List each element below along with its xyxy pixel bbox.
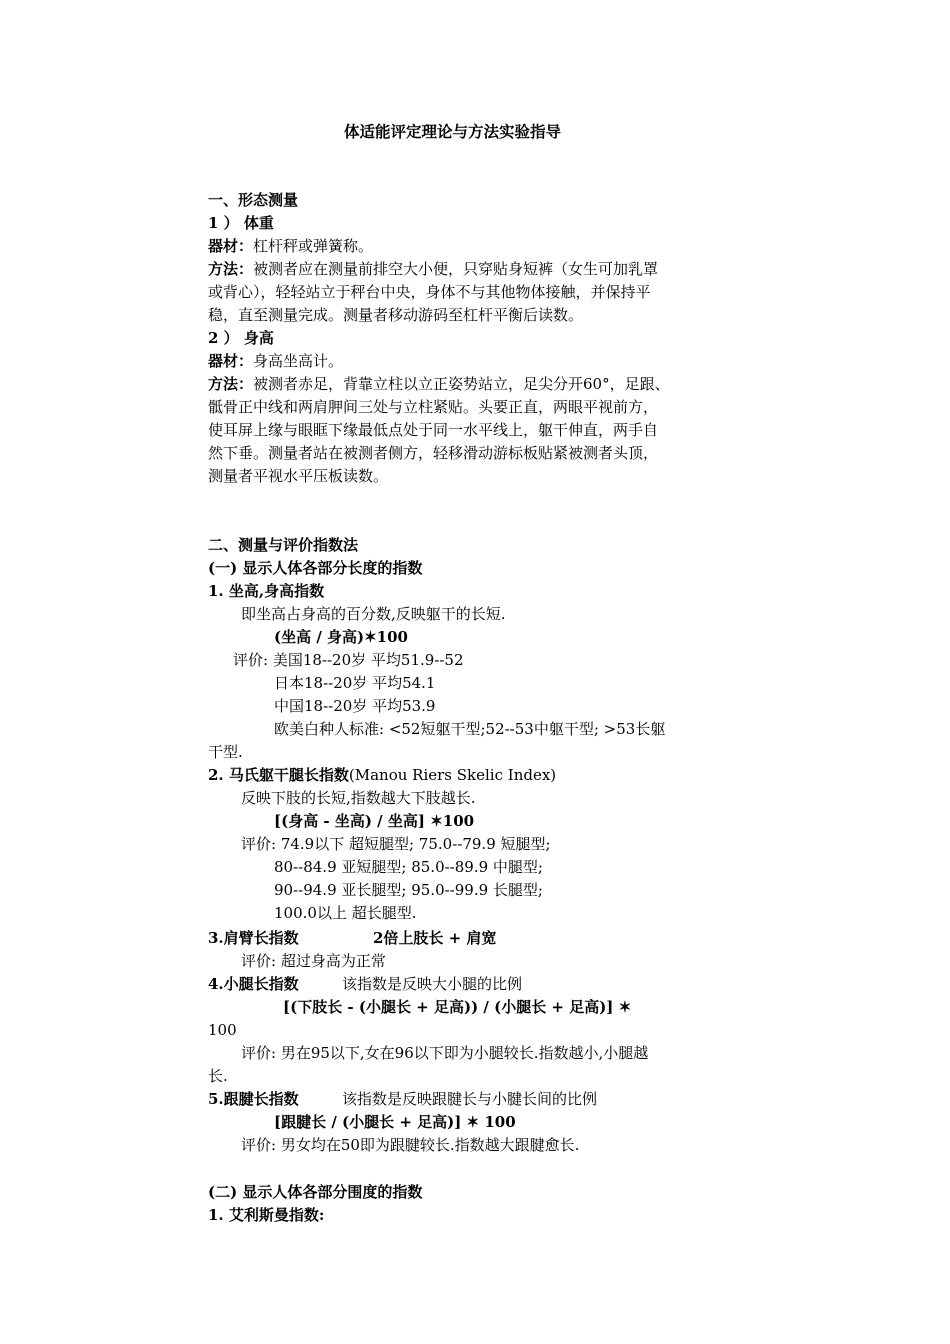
index-1-eval-usa: 评价: 美国18--20岁 平均51.9--52 <box>233 651 464 669</box>
index-1-eval-japan: 日本18--20岁 平均54.1 <box>274 674 436 692</box>
section-heading-morphology: 一、形态测量 <box>208 191 299 209</box>
equipment-label: 器材： <box>208 237 254 255</box>
weight-equipment <box>208 235 373 258</box>
height-method-line-2: 骶骨正中线和两肩胛间三处与立柱紧贴。头要正直，两眼平视前方， <box>208 398 659 416</box>
index-3-eval: 评价: 超过身高为正常 <box>241 952 386 970</box>
method-label: 方法： <box>208 260 254 278</box>
weight-method-line-1 <box>208 258 658 281</box>
equipment-text: 杠杆秤或弹簧称。 <box>253 237 374 255</box>
index-2-formula: [(身高 - 坐高) / 坐高] ✶100 <box>274 812 475 830</box>
subsection-length-indices: (一) 显示人体各部分长度的指数 <box>208 559 423 577</box>
height-equipment <box>208 350 343 373</box>
height-method-line-5: 测量者平视水平压板读数。 <box>208 467 389 485</box>
weight-method-line-2: 或背心），轻轻站立于秤台中央，身体不与其他物体接触，并保持平 <box>208 283 651 301</box>
document-title: 体适能评定理论与方法实验指导 <box>344 122 562 141</box>
index-2-title: 2. 马氏躯干腿长指数 <box>208 766 349 784</box>
index-4-title: 4.小腿长指数 <box>208 975 299 993</box>
weight-heading: 1 ） 体重 <box>208 214 274 232</box>
height-method-line-4: 然下垂。测量者站在被测者侧方，轻移滑动游标板贴紧被测者头顶， <box>208 444 659 462</box>
equipment-label: 器材： <box>208 352 254 370</box>
index-5-description: 该指数是反映跟腱长与小腱长间的比例 <box>342 1090 598 1108</box>
girth-index-1-title: 1. 艾利斯曼指数: <box>208 1206 325 1224</box>
index-2-title-line <box>208 764 556 787</box>
index-4-formula: [(下肢长 - (小腿长 + 足高)) / (小腿长 + 足高)] ✶ <box>283 998 632 1016</box>
section-heading-indices: 二、测量与评价指数法 <box>208 536 359 554</box>
height-heading: 2 ） 身高 <box>208 329 274 347</box>
method-label: 方法： <box>208 375 254 393</box>
height-method-line-1 <box>208 373 670 396</box>
index-1-eval-europe-cont: 干型. <box>208 743 243 761</box>
index-2-eval-1: 评价: 74.9以下 超短腿型; 75.0--79.9 短腿型; <box>241 835 551 853</box>
index-1-description: 即坐高占身高的百分数,反映躯干的长短. <box>241 605 506 623</box>
index-1-title: 1. 坐高,身高指数 <box>208 582 325 600</box>
equipment-text: 身高坐高计。 <box>253 352 344 370</box>
index-4-description: 该指数是反映大小腿的比例 <box>342 975 523 993</box>
subsection-girth-indices: (二) 显示人体各部分围度的指数 <box>208 1183 423 1201</box>
index-5-formula: [跟腱长 / (小腿长 + 足高)] ✶ 100 <box>274 1113 516 1131</box>
index-2-eval-4: 100.0以上 超长腿型. <box>274 904 417 922</box>
index-4-eval-1: 评价: 男在95以下,女在96以下即为小腿较长.指数越小,小腿越 <box>241 1044 649 1062</box>
method-text: 被测者应在测量前排空大小便，只穿贴身短裤（女生可加乳罩 <box>253 260 659 278</box>
method-text: 被测者赤足，背靠立柱以立正姿势站立，足尖分开60°，足跟、 <box>253 375 670 393</box>
index-1-eval-europe: 欧美白种人标准: <52短躯干型;52--53中躯干型; >53长躯 <box>274 720 666 738</box>
index-5-eval: 评价: 男女均在50即为跟腱较长.指数越大跟腱愈长. <box>241 1136 580 1154</box>
index-2-title-en: (Manou Riers Skelic Index) <box>348 766 557 784</box>
index-4-eval-2: 长. <box>208 1067 228 1085</box>
index-4-formula-cont: 100 <box>208 1021 237 1039</box>
index-3-title: 3.肩臂长指数 <box>208 929 299 947</box>
weight-method-line-3: 稳，直至测量完成。测量者移动游码至杠杆平衡后读数。 <box>208 306 584 324</box>
index-2-description: 反映下肢的长短,指数越大下肢越长. <box>241 789 476 807</box>
index-1-formula: (坐高 / 身高)✶100 <box>274 628 408 646</box>
index-2-eval-2: 80--84.9 亚短腿型; 85.0--89.9 中腿型; <box>274 858 543 876</box>
index-2-eval-3: 90--94.9 亚长腿型; 95.0--99.9 长腿型; <box>274 881 543 899</box>
index-1-eval-china: 中国18--20岁 平均53.9 <box>274 697 436 715</box>
height-method-line-3: 使耳屏上缘与眼眶下缘最低点处于同一水平线上，躯干伸直，两手自 <box>208 421 659 439</box>
index-3-formula: 2倍上肢长 + 肩宽 <box>373 929 497 947</box>
index-5-title: 5.跟腱长指数 <box>208 1090 299 1108</box>
